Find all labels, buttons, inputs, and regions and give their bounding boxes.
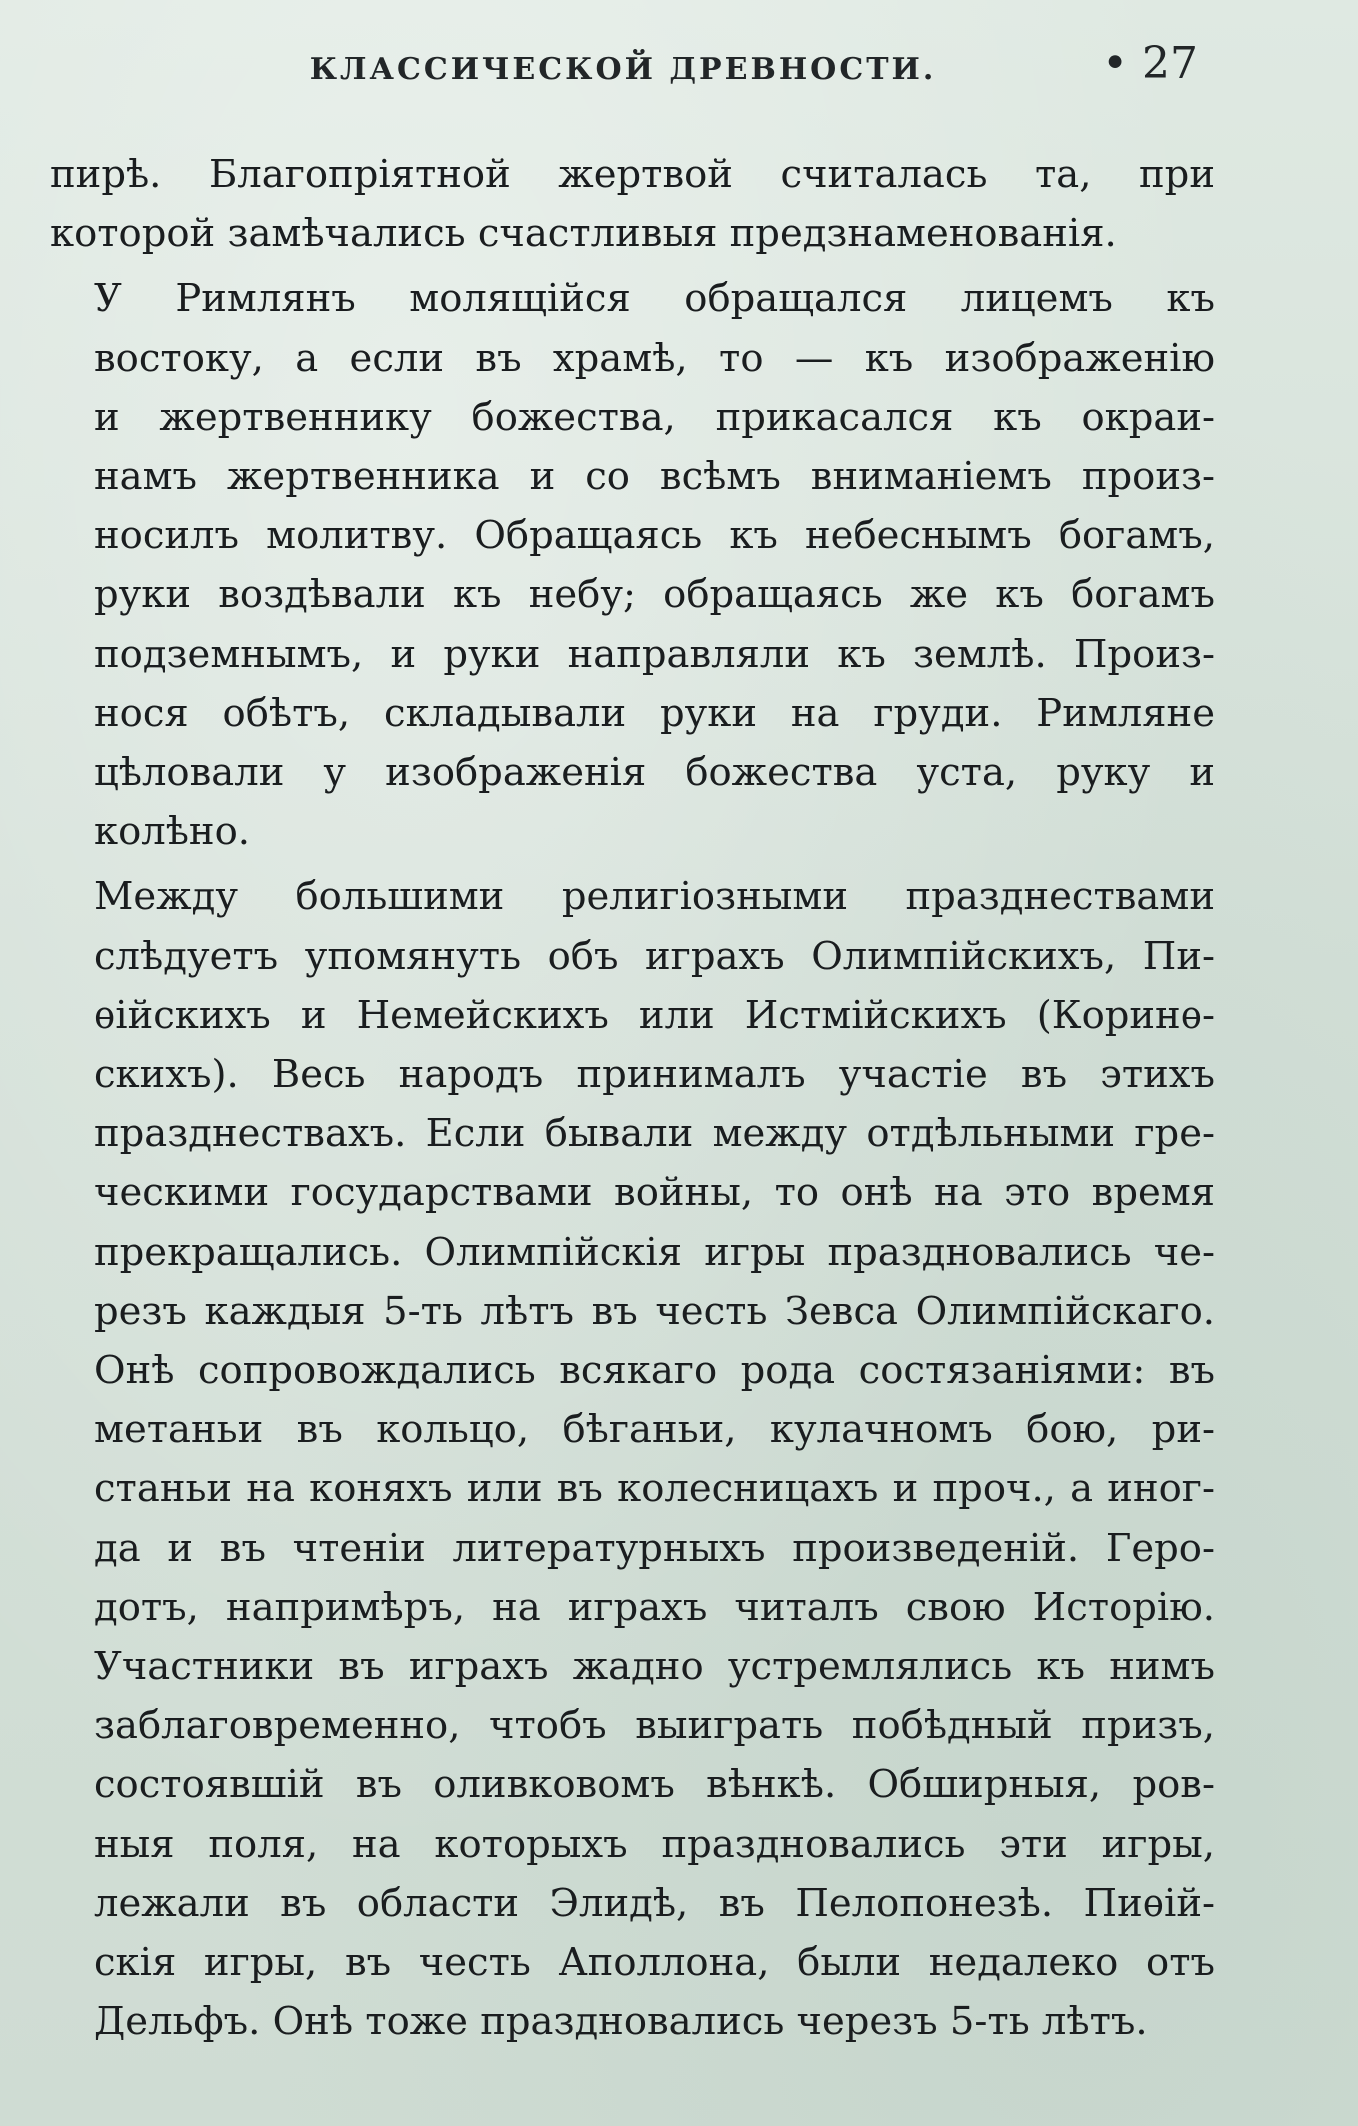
running-title: КЛАССИЧЕСКОЙ ДРЕВНОСТИ. [309,52,937,87]
text-line: пирѣ. Благопріятной жертвой считалась та, при [50,152,1215,197]
running-head [48,38,1198,98]
text-line: станьи на коняхъ или въ колесницахъ и проч., а иног- [94,1466,1215,1512]
text-line: ныя поля, на которыхъ праздновались эти игры, [94,1821,1215,1867]
text-line: колѣно. [94,809,250,855]
paragraph-roman-prayer [50,269,1215,861]
text-line: дотъ, напримѣръ, на играхъ читалъ свою Исторію. [94,1584,1215,1630]
text-line: Участники въ играхъ жадно устремлялись къ нимъ [94,1644,1215,1690]
text-line: Онѣ сопровождались всякаго рода состязаніями: въ [94,1348,1215,1394]
text-line: которой замѣчались счастливыя предзнаменованія. [50,211,1117,257]
text-line: скихъ). Весь народъ принималъ участіе въ этихъ [94,1052,1215,1098]
paragraph-continued [50,145,1215,263]
text-line: прекращались. Олимпійскія игры праздновались че- [94,1229,1215,1275]
text-line: да и въ чтеніи литературныхъ произведеній. Геро- [94,1525,1215,1571]
paragraph-games [50,867,1215,2051]
text-line: скія игры, въ честь Аполлона, были недалеко отъ [94,1940,1215,1986]
text-line: празднествахъ. Если бывали между отдѣльными гре- [94,1111,1215,1157]
text-line: подземнымъ, и руки направляли къ землѣ. Произ- [94,631,1215,677]
text-line: нося обѣтъ, складывали руки на груди. Римляне [94,690,1215,736]
text-line: метаньи въ кольцо, бѣганьи, кулачномъ бою, ри- [94,1407,1215,1453]
text-line: востоку, а если въ храмѣ, то — къ изображенію [94,335,1215,381]
text-line: Между большими религіозными празднествами [94,874,1215,920]
body-text [50,145,1215,2052]
text-line: заблаговременно, чтобъ выиграть побѣдный призъ, [94,1703,1215,1749]
page-number: • 27 [1102,38,1198,89]
text-line: носилъ молитву. Обращаясь къ небеснымъ богамъ, [94,513,1215,559]
text-line: слѣдуетъ упомянуть объ играхъ Олимпійскихъ, Пи- [94,933,1215,979]
text-line: лежали въ области Элидѣ, въ Пелопонезѣ. Пиѳій- [94,1880,1215,1926]
text-line: намъ жертвенника и со всѣмъ вниманіемъ произ- [94,454,1215,500]
text-line: резъ каждыя 5-ть лѣтъ въ честь Зевса Олимпійскаго. [94,1288,1215,1334]
text-line: и жертвеннику божества, прикасался къ окраи- [94,394,1215,440]
text-line: цѣловали у изображенія божества уста, руку и [94,750,1215,796]
text-line: У Римлянъ молящійся обращался лицемъ къ [94,276,1215,322]
text-line: ѳійскихъ и Немейскихъ или Истмійскихъ (Коринѳ- [94,992,1215,1038]
text-line: состоявшій въ оливковомъ вѣнкѣ. Обширныя, ров- [94,1762,1215,1808]
text-line: Дельфъ. Онѣ тоже праздновались черезъ 5-ть лѣтъ. [94,1999,1148,2045]
text-line: ческими государствами войны, то онѣ на это время [94,1170,1215,1216]
text-line: руки воздѣвали къ небу; обращаясь же къ богамъ [94,572,1215,618]
